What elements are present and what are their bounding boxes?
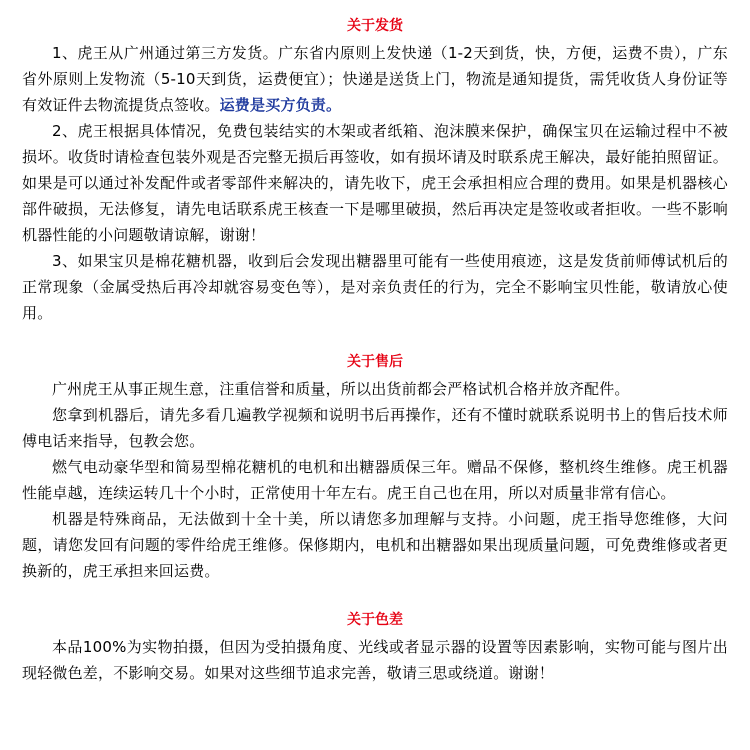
after-sales-paragraph-4: 机器是特殊商品，无法做到十全十美，所以请您多加理解与支持。小问题，虎王指导您维修，大问题，请您发回有问题的零件给虎王维修。保修期内，电机和出糖器如果出现质量问题，可免费维修或者更换新的，虎王承担来回运费。 — [22, 510, 728, 580]
after-sales-paragraph-1: 广州虎王从事正规生意，注重信誉和质量，所以出货前都会严格试机合格并放齐配件。 — [52, 380, 630, 398]
shipping-paragraph-1 — [22, 40, 728, 118]
notice-page — [22, 0, 728, 686]
shipping-paragraph-2: 2、虎王根据具体情况，免费包装结实的木架或者纸箱、泡沫膜来保护，确保宝贝在运输过程中不被损坏。收货时请检查包装外观是否完整无损后再签收，如有损坏请及时联系虎王解决，最好能拍照留证。如果是可以通过补发配件或者零部件来解决的，请先收下，虎王会承担相应合理的费用。如果是机器核心部件破损，无法修复，请先电话联系虎王核查一下是哪里破损，然后再决定是签收或者拒收。一些不影响机器性能的小问题敬请谅解，谢谢！ — [22, 122, 728, 244]
after-sales-paragraph-2: 您拿到机器后，请先多看几遍教学视频和说明书后再操作，还有不懂时就联系说明书上的售后技术师傅电话来指导，包教会您。 — [22, 406, 728, 450]
section-title-color-difference: 关于色差 — [347, 612, 403, 628]
color-difference-paragraph: 本品100%为实物拍摄，但因为受拍摄角度、光线或者显示器的设置等因素影响，实物可能与图片出现轻微色差，不影响交易。如果对这些细节追求完善，敬请三思或绕道。谢谢！ — [22, 638, 728, 682]
shipping-paragraph-3: 3、如果宝贝是棉花糖机器，收到后会发现出糖器里可能有一些使用痕迹，这是发货前师傅试机后的正常现象（金属受热后再冷却就容易变色等），是对亲负责任的行为，完全不影响宝贝性能，敬请放心使用。 — [22, 252, 728, 322]
shipping-fee-highlight: 运费是买方负责。 — [219, 96, 342, 114]
shipping-paragraph-1-text: 1、虎王从广州通过第三方发货。广东省内原则上发快递（1-2天到货，快，方便，运费不贵），广东省外原则上发物流（5-10天到货，运费便宜）；快递是送货上门，物流是通知提货，需凭收货人身份证等有效证件去物流提货点签收。 — [22, 44, 728, 114]
after-sales-paragraph-3: 燃气电动豪华型和简易型棉花糖机的电机和出糖器质保三年。赠品不保修，整机终生维修。虎王机器性能卓越，连续运转几十个小时，正常使用十年左右。虎王自己也在用，所以对质量非常有信心。 — [22, 458, 728, 502]
section-title-shipping: 关于发货 — [347, 18, 403, 34]
section-title-after-sales: 关于售后 — [347, 354, 403, 370]
